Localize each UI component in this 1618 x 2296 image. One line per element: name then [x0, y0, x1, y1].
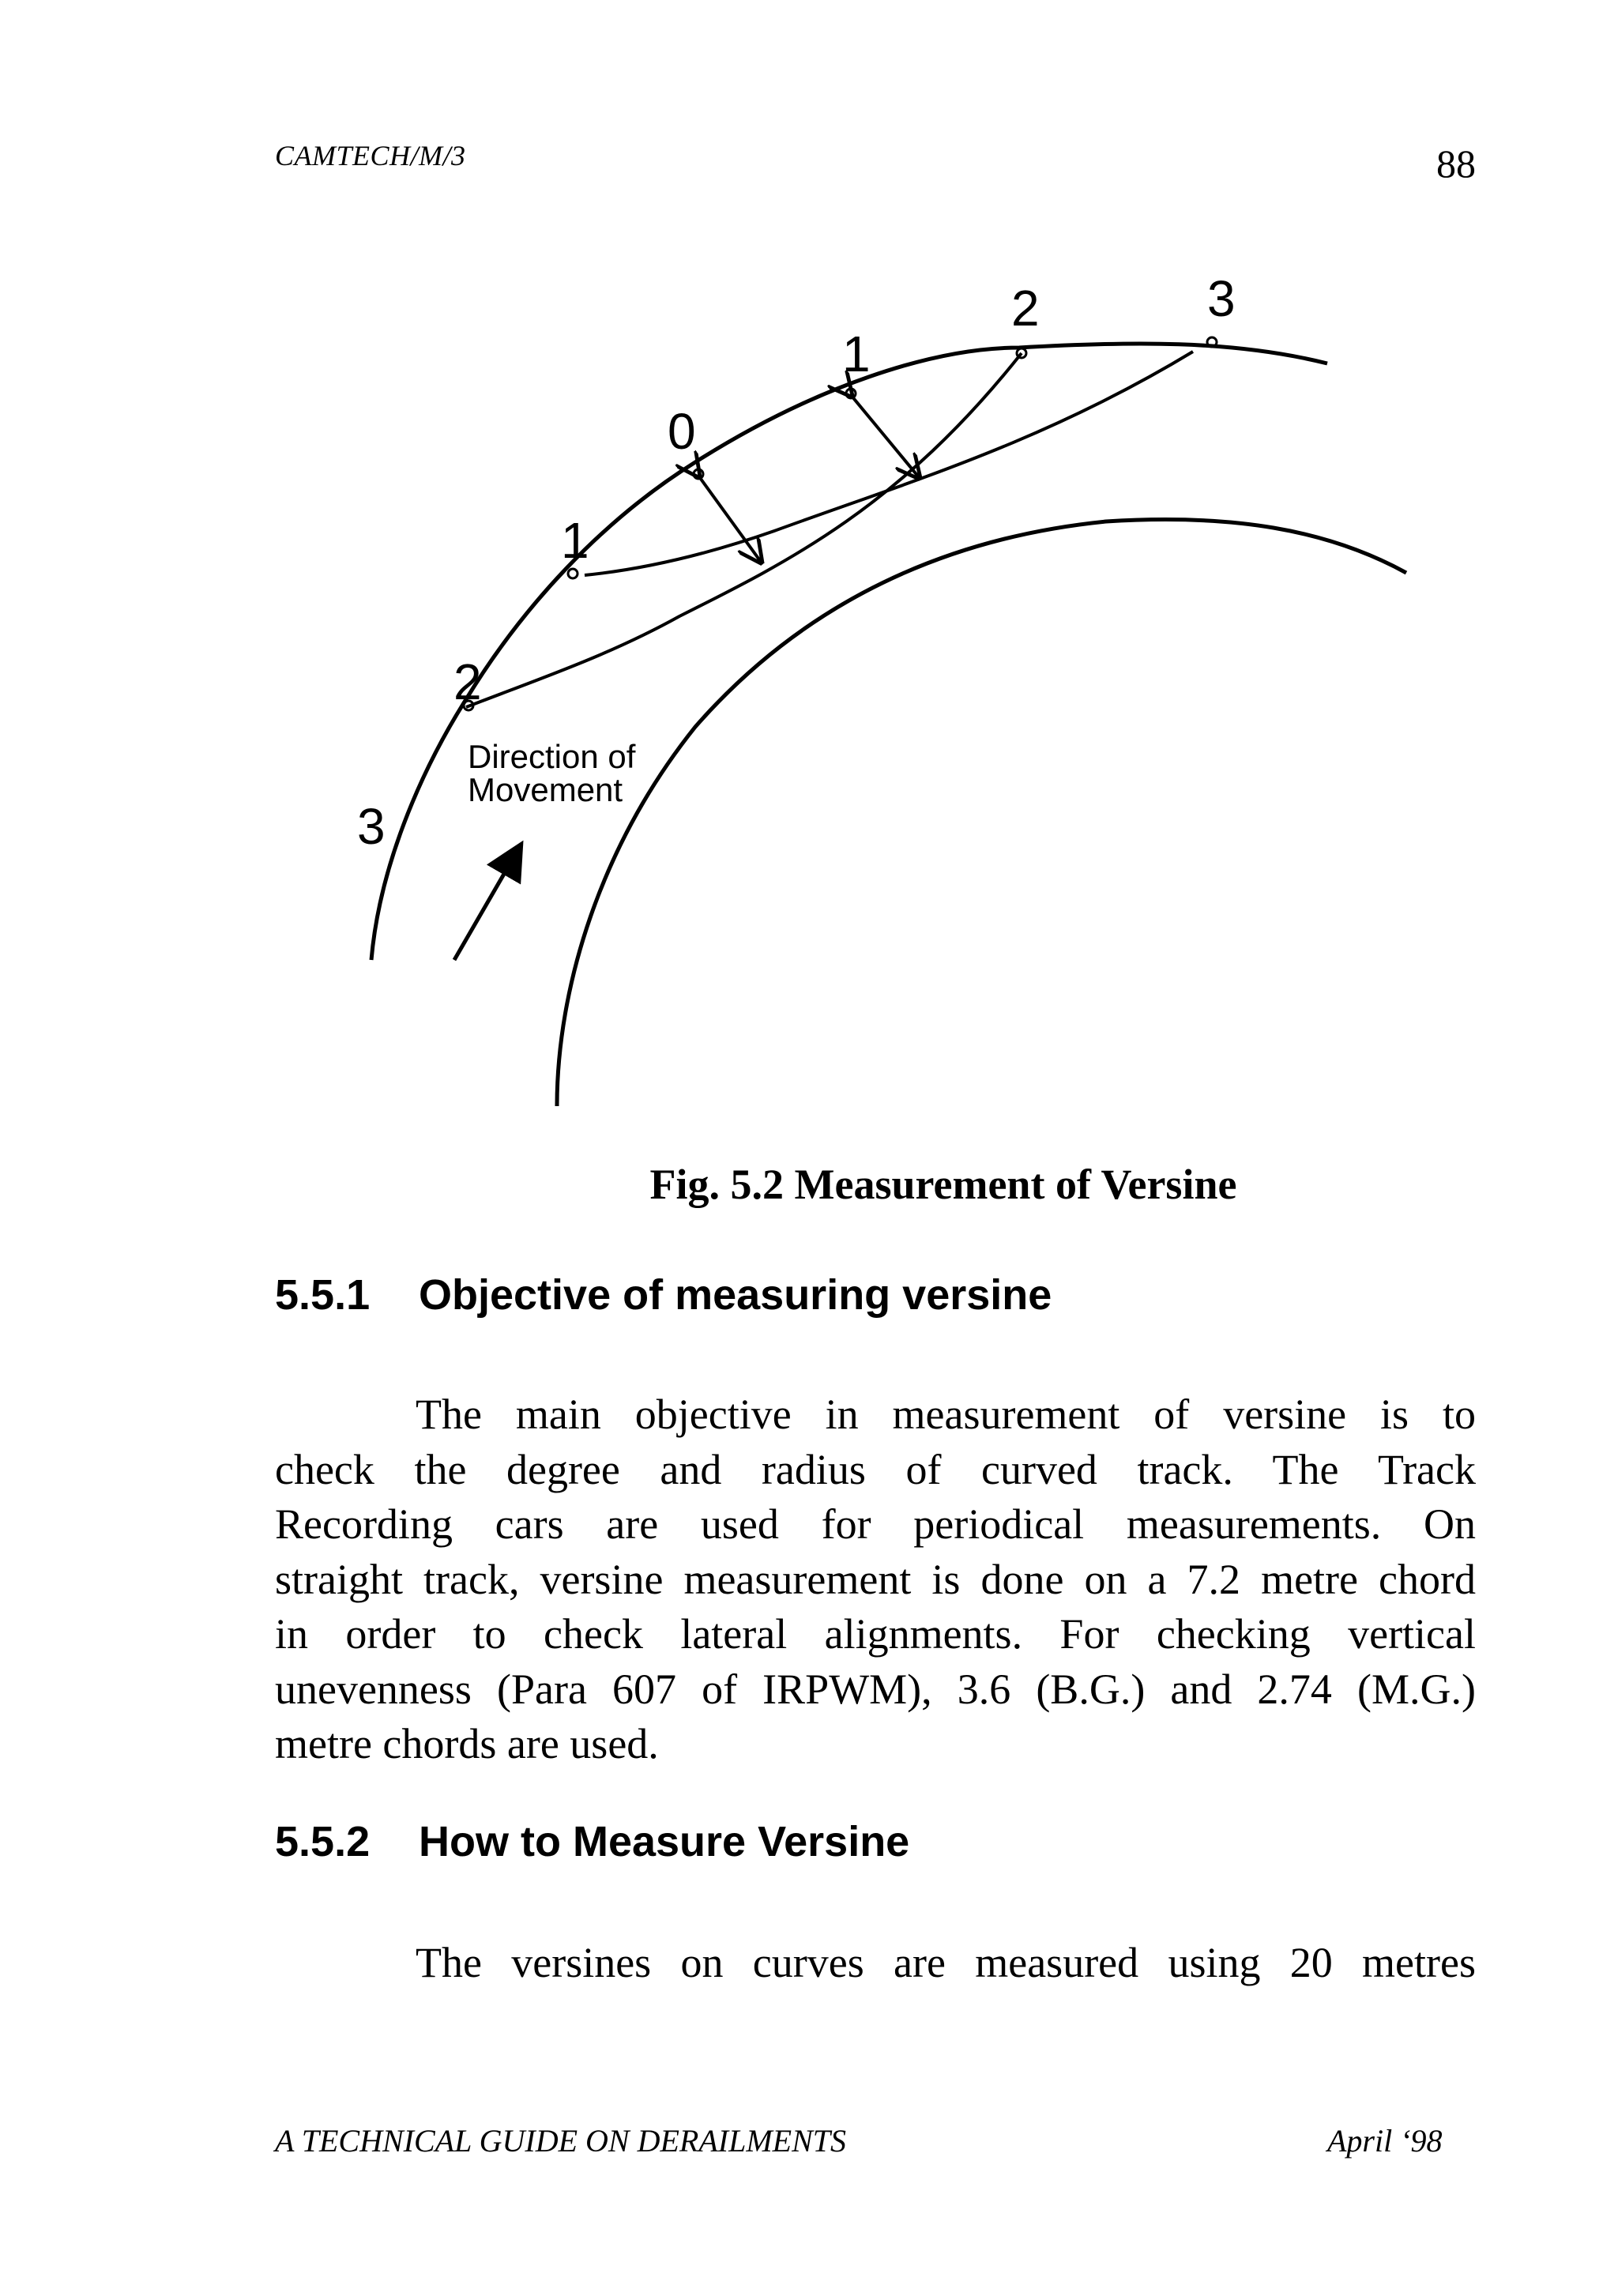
point-label-right-1: 1 — [842, 326, 871, 382]
versine-arrow-0 — [698, 476, 761, 562]
paragraph-objective — [275, 1387, 1476, 1772]
direction-arrow — [454, 844, 521, 960]
chord-1-3 — [585, 352, 1193, 575]
paragraph-line: unevenness (Para 607 of IRPWM), 3.6 (B.G.) and 2.74 (M.G.) — [275, 1665, 1476, 1713]
figure-caption: Fig. 5.2 Measurement of Versine — [649, 1161, 1237, 1208]
paragraph-line: metre chords are used. — [275, 1720, 659, 1767]
point-label-0: 0 — [668, 403, 696, 460]
versine-figure — [0, 0, 1618, 1138]
versine-arrow-1 — [851, 395, 919, 477]
paragraph-how-to-measure — [275, 1936, 1476, 1991]
paragraph-line: in order to check lateral alignments. For checking vertical — [275, 1610, 1476, 1658]
section-title: How to Measure Versine — [419, 1818, 910, 1865]
direction-label-line1: Direction of — [468, 738, 636, 775]
inner-rail-curve — [557, 520, 1406, 1106]
footer-title: A TECHNICAL GUIDE ON DERAILMENTS — [275, 2123, 847, 2159]
point-label-left-3: 3 — [357, 798, 386, 855]
point-label-right-3: 3 — [1207, 270, 1236, 327]
paragraph-line: The main objective in measurement of versine is to — [416, 1391, 1476, 1438]
paragraph-line: check the degree and radius of curved track. The Track — [275, 1445, 1476, 1493]
section-heading-5-5-2 — [275, 1817, 909, 1866]
footer-date: April ‘98 — [1327, 2123, 1443, 2159]
page-number: 88 — [1436, 141, 1476, 186]
paragraph-line: straight track, versine measurement is done on a 7.2 metre chord — [275, 1555, 1476, 1603]
section-heading-5-5-1 — [275, 1270, 1052, 1319]
paragraph-line: The versines on curves are measured using 20 metres — [416, 1939, 1476, 1986]
direction-label-line2: Movement — [468, 771, 623, 808]
header-document-code: CAMTECH/M/3 — [275, 140, 466, 171]
point-label-left-1: 1 — [561, 512, 589, 569]
paragraph-line: Recording cars are used for periodical measurements. On — [275, 1500, 1476, 1548]
chord-2-2 — [466, 353, 1022, 707]
section-number: 5.5.1 — [275, 1271, 371, 1319]
outer-rail-curve — [371, 344, 1327, 960]
section-title: Objective of measuring versine — [419, 1271, 1052, 1319]
point-label-left-2: 2 — [453, 653, 482, 710]
section-number: 5.5.2 — [275, 1818, 371, 1865]
point-label-right-2: 2 — [1011, 280, 1040, 337]
